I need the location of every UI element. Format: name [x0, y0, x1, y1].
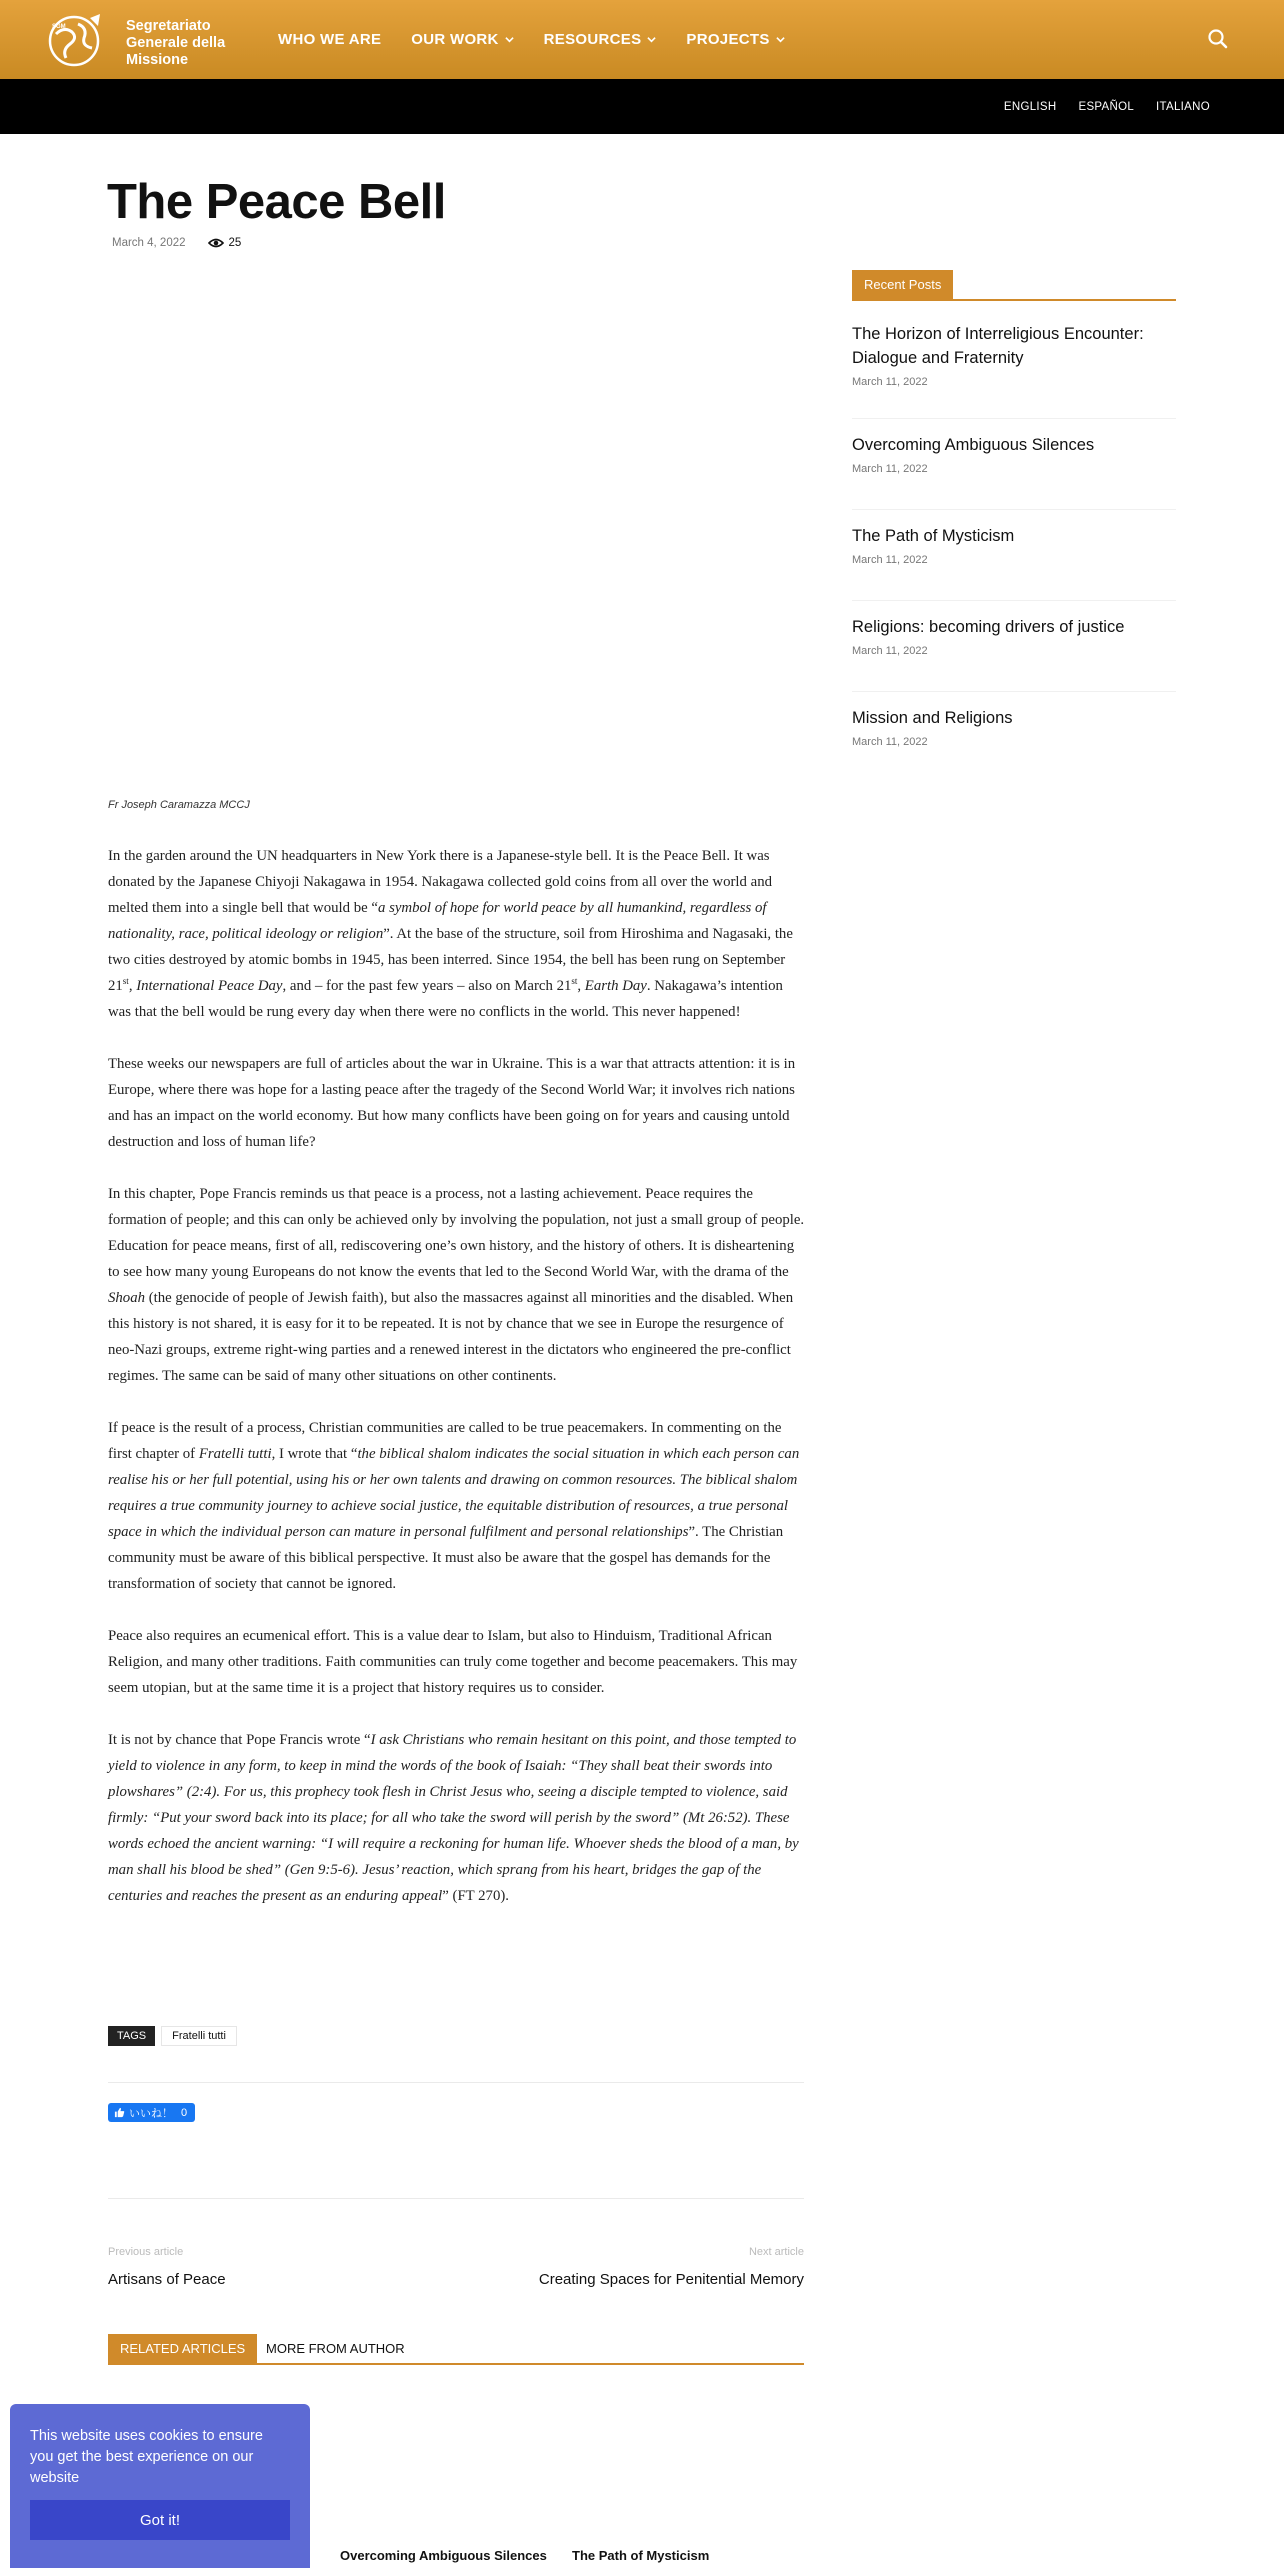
related-article-link[interactable]: The Path of Mysticism — [572, 2548, 710, 2563]
site-header — [0, 0, 1284, 79]
logo-line-3: Missione — [126, 52, 189, 68]
lang-espanol[interactable]: ESPAÑOL — [1078, 100, 1135, 113]
recent-posts-list — [852, 322, 1176, 782]
recent-posts-header — [852, 270, 1176, 301]
recent-post — [852, 692, 1176, 782]
text-run: ” (FT 270). — [442, 1888, 509, 1904]
italic-text: Fratelli tutti — [198, 1446, 272, 1462]
like-count: 0 — [181, 2106, 188, 2119]
italic-text: International Peace Day — [136, 978, 283, 994]
post-date: March 4, 2022 — [112, 237, 186, 249]
nav-who-we-are[interactable]: WHO WE ARE — [278, 31, 382, 48]
tag-fratelli-tutti[interactable]: Fratelli tutti — [161, 2026, 237, 2046]
article-body — [108, 843, 808, 1935]
nav-projects[interactable]: PROJECTS — [686, 31, 784, 48]
text-run: It is not by chance that Pope Francis wrote “ — [108, 1732, 371, 1748]
article-paragraph — [108, 843, 808, 1025]
text-run: These weeks our newspapers are full of articles about the war in Ukraine. This is a war that attracts attention: it is in Europe, where there was hope for a lasting peace after the tragedy of the Second World War; it involves rich nations and has an impact on the world economy. But how many conflicts have been going on for years and causing untold destruction and loss of human life? — [108, 1056, 796, 1150]
italic-text: I ask Christians who remain hesitant on this point, and those tempted to yield to violence in any form, to keep in mind the words of the book of Isaiah: “They shall beat their swords into plowshares” (2:4). For us, this prophecy took flesh in Christ Jesus who, seeing a disciple tempted to violence, said firmly: “Put your sword back into its place; for all who take the sword will perish by the sword” (Mt 26:52). These words echoed the ancient warning: “I will require a reckoning for human life. Whoever sheds the blood of a man, by man shall his blood be shed” (Gen 9:5-6). Jesus’ reaction, which sprang from his heart, bridges the gap of the centuries and reaches the present as an enduring appeal — [108, 1732, 799, 1904]
article-paragraph — [108, 1727, 808, 1909]
previous-article-label: Previous article — [108, 2246, 184, 2258]
recent-post-title[interactable]: The Path of Mysticism — [852, 527, 1015, 545]
author-caption: Fr Joseph Caramazza MCCJ — [108, 799, 250, 811]
main-nav — [278, 0, 815, 79]
logo-line-2: Generale della — [126, 35, 226, 51]
text-run: (the genocide of people of Jewish faith), but also the massacres against all minorities and the disabled. When this history is not shared, it is easy for it to be repeated. It is not by chance that we see in Europe the resurgence of neo-Nazi groups, extreme right-wing parties and a renewed interest in the dictators who engineered the pre-conflict regimes. The same can be said of many other situations on other continents. — [108, 1290, 794, 1384]
recent-post — [852, 510, 1176, 601]
italic-text: a symbol of hope for world peace by all humankind, regardless of nationality, race, political ideology or religion — [108, 900, 767, 942]
nav-our-work[interactable]: OUR WORK — [411, 31, 513, 48]
text-run: In this chapter, Pope Francis reminds us that peace is a process, not a lasting achievement. Peace requires the formation of people; and this can only be achieved only by involving the population, not just a small group of people. Education for peace means, first of all, rediscovering one’s own history, and the history of others. It is disheartening to see how many young Europeans do not know the events that led to the Second World War, with the drama of the — [108, 1186, 805, 1280]
text-run: . Nakagawa’s intention was that the bell would be rung every day when there were no conflicts in the world. This never happened! — [108, 978, 783, 1020]
recent-post-date: March 11, 2022 — [852, 645, 928, 657]
recent-post-title[interactable]: Overcoming Ambiguous Silences — [852, 436, 1095, 454]
recent-post-date: March 11, 2022 — [852, 376, 928, 388]
recent-posts-title: Recent Posts — [852, 270, 953, 299]
italic-text: Shoah — [108, 1290, 145, 1306]
related-tabs — [108, 2334, 804, 2365]
recent-post — [852, 601, 1176, 692]
superscript: st — [571, 976, 578, 987]
italic-text: Earth Day — [584, 978, 647, 994]
text-run: ”. At the base of the structure, soil from Hiroshima and Nagasaki, the two cities destroyed by atomic bombs in 1945, has been interred. Since 1954, the bell has been rung on September 21 — [108, 926, 793, 994]
next-article-link[interactable]: Creating Spaces for Penitential Memory — [538, 2271, 804, 2288]
article-paragraph — [108, 1181, 808, 1389]
text-run: ”. The Christian community must be aware of this biblical perspective. It must also be aware that the gospel has demands for the transformation of society that cannot be ignored. — [108, 1524, 784, 1592]
related-article-link[interactable]: Overcoming Ambiguous Silences — [340, 2548, 547, 2563]
recent-post-title[interactable]: Religions: becoming drivers of justice — [852, 618, 1125, 636]
page-title: The Peace Bell — [107, 175, 446, 229]
view-count-value: 25 — [228, 237, 242, 249]
superscript: st — [122, 976, 129, 987]
search-icon[interactable] — [1205, 26, 1231, 52]
text-run: In the garden around the UN headquarters in New York there is a Japanese-style bell. It is the Peace Bell. It was donated by the Japanese Chiyoji Nakagawa in 1954. Nakagawa collected gold coins from all over the world and melted them into a single bell that would be “ — [108, 848, 773, 916]
language-bar — [0, 79, 1284, 134]
cookie-message: This website uses cookies to ensure you get the best experience on our website — [30, 2428, 263, 2486]
recent-post-date: March 11, 2022 — [852, 463, 928, 475]
thumbs-up-icon — [114, 2107, 125, 2118]
tab-more-from-author[interactable]: MORE FROM AUTHOR — [266, 2341, 405, 2356]
chevron-down-icon — [647, 35, 656, 44]
cookie-accept-button[interactable]: Got it! — [30, 2500, 290, 2540]
text-run: , I wrote that “ — [271, 1446, 358, 1462]
recent-post — [852, 419, 1176, 510]
article-paragraph — [108, 1051, 808, 1155]
svg-text:SGM: SGM — [52, 24, 66, 30]
text-run: , — [577, 978, 585, 994]
tags-label: TAGS — [108, 2026, 155, 2046]
divider — [108, 2198, 804, 2199]
article-meta — [112, 237, 241, 249]
nav-resources[interactable]: RESOURCES — [544, 31, 657, 48]
previous-article-link[interactable]: Artisans of Peace — [108, 2271, 226, 2288]
logo-line-1: Segretariato — [126, 18, 211, 34]
cookie-banner — [10, 2404, 310, 2568]
facebook-like-button[interactable] — [108, 2103, 195, 2122]
recent-post-date: March 11, 2022 — [852, 554, 928, 566]
like-label: いいね！ — [129, 2107, 173, 2120]
text-run: , — [128, 978, 137, 994]
tags-row — [108, 2026, 237, 2046]
text-run: Peace also requires an ecumenical effort. This is a value dear to Islam, but also to Hinduism, Traditional African Religion, and many other traditions. Faith communities can truly come together and become peacemakers. This may seem utopian, but at the same time it is a project that history requires us to consider. — [108, 1628, 798, 1696]
tab-related-articles[interactable]: RELATED ARTICLES — [108, 2334, 257, 2363]
lang-english[interactable]: ENGLISH — [1003, 100, 1057, 113]
lang-italiano[interactable]: ITALIANO — [1156, 100, 1210, 113]
logo-text — [126, 18, 225, 69]
globe-logo-icon — [44, 12, 120, 68]
recent-post — [852, 322, 1176, 419]
site-logo[interactable] — [44, 12, 274, 68]
text-run: , and – for the past few years – also on March 21 — [282, 978, 572, 994]
recent-post-title[interactable]: Mission and Religions — [852, 709, 1013, 727]
text-run: If peace is the result of a process, Christian communities are called to be true peacemakers. In commenting on the first chapter of — [108, 1420, 782, 1462]
view-count — [208, 237, 242, 249]
article-paragraph — [108, 1415, 808, 1597]
recent-post-date: March 11, 2022 — [852, 736, 928, 748]
chevron-down-icon — [505, 35, 514, 44]
divider — [108, 2082, 804, 2083]
italic-text: the biblical shalom indicates the social situation in which each person can realise his or her full potential, using his or her own talents and drawing on common resources. The biblical shalom requires a true community journey to achieve social justice, the equitable distribution of resources, a true personal space in which the individual person can mature in personal fulfilment and personal relationships — [108, 1446, 800, 1540]
article-paragraph — [108, 1623, 808, 1701]
next-article-label: Next article — [748, 2246, 804, 2258]
eye-icon — [208, 237, 224, 249]
recent-post-title[interactable]: The Horizon of Interreligious Encounter: Dialogue and Fraternity — [852, 325, 1144, 367]
chevron-down-icon — [776, 35, 785, 44]
